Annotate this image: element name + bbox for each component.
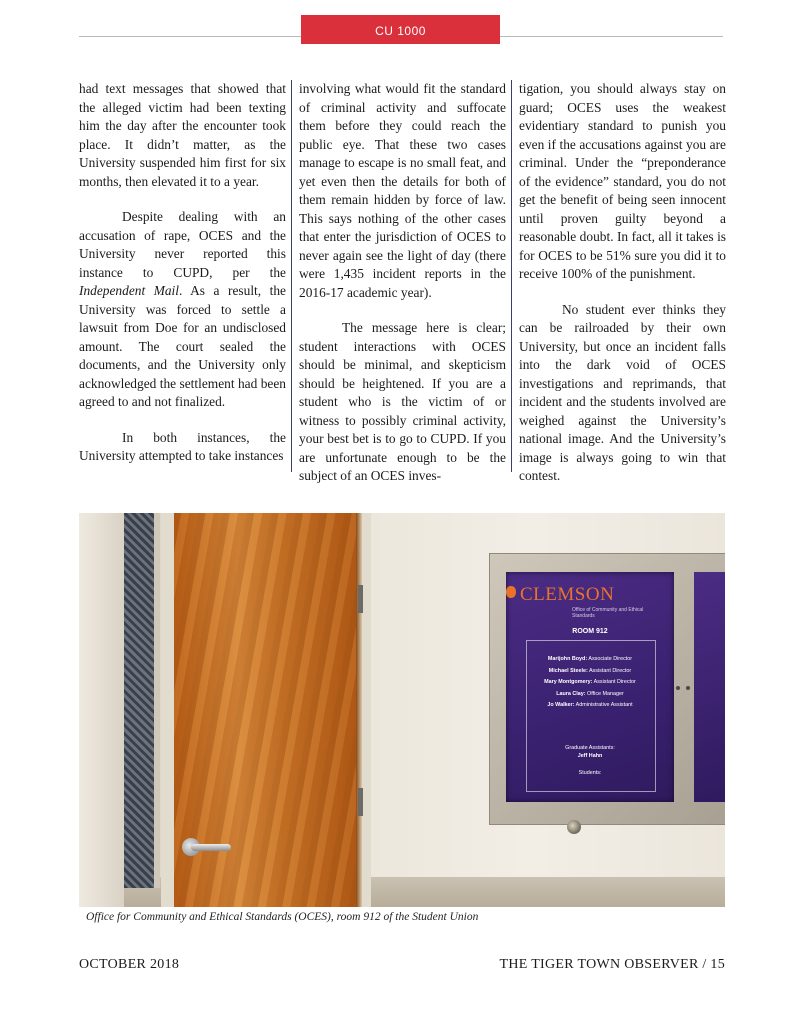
board-subtitle: Office of Community and Ethical Standards xyxy=(572,607,644,619)
header-rule-left xyxy=(79,36,301,37)
column-divider xyxy=(291,80,292,472)
tiger-paw-icon xyxy=(506,586,516,598)
ga-label: Graduate Assistants: xyxy=(565,745,615,751)
article-column-2 xyxy=(299,80,506,503)
article-column-3 xyxy=(519,80,726,503)
staff-entry: Laura Clay: Office Manager xyxy=(556,690,624,697)
footer-date: OCTOBER 2018 xyxy=(79,957,180,972)
staff-entry: Mary Montgomery: Assistant Director xyxy=(544,679,636,685)
board-graduate-assistants xyxy=(506,744,674,760)
paragraph: The message here is clear; student interactions with OCES should be minimal, and skepticism should be heightened. If you are a student who is the victim of or witness to possibly criminal activity, your best bet is to go to CUPD. If you are unfortunate enough to be the subject of an OCES inves- xyxy=(299,320,506,483)
board-students: Students: xyxy=(578,770,602,776)
header-rule-right xyxy=(500,36,723,37)
photo-left-jamb xyxy=(79,513,124,907)
case-knob-icon xyxy=(686,686,690,690)
photo-window xyxy=(124,513,160,888)
photo-door-edge xyxy=(356,513,362,907)
board-staff-list xyxy=(506,654,674,712)
hinge-icon xyxy=(358,788,363,816)
section-tab: CU 1000 xyxy=(301,15,500,44)
column-divider xyxy=(511,80,512,472)
staff-entry: Marijohn Boyd: Associate Director xyxy=(547,656,633,662)
photo-second-board xyxy=(694,572,725,802)
hinge-icon xyxy=(358,585,363,613)
case-knob-icon xyxy=(676,686,680,690)
article-photo xyxy=(79,513,725,907)
paragraph: In both instances, the University attempted to take instances xyxy=(79,429,286,463)
paragraph: tigation, you should always stay on guard; OCES uses the weakest evidentiary standard to punish you even if the accusations against you are criminal. Under the “preponderance of the evidence” standard, you do not get the benefit of being seen innocent until proven guilty beyond a reasonable doubt. In fact, all it takes is for OCES to be 51% sure you did it to receive 100% of the punishment. xyxy=(519,81,726,281)
ga-name: Jeff Hahn xyxy=(577,753,603,759)
staff-entry: Jo Walker: Administrative Assistant xyxy=(547,702,633,708)
case-lock-icon xyxy=(567,820,581,834)
photo-caption: Office for Community and Ethical Standards (OCES), room 912 of the Student Union xyxy=(86,911,479,923)
paragraph: No student ever thinks they can be railroaded by their own University, but once an incident falls into the dark void of OCES investigations and reprimands, that incident and the students involved are weighed against the University’s national image. And the University’s image is always going to win that contest. xyxy=(519,301,726,483)
paragraph: involving what would fit the standard of criminal activity and suffocate them before they could reach the public eye. That these two cases manage to escape is no small feat, and yet even then the details for both of them remain hidden by force of law. This says nothing of the other cases that enter the jurisdiction of OCES to never again see the light of day (there were 1,435 incident reports in the 2016-17 academic year). xyxy=(299,81,506,300)
article-column-1 xyxy=(79,80,286,483)
staff-entry: Michael Steele: Assistant Director xyxy=(548,667,632,674)
board-room: ROOM 912 xyxy=(572,628,608,635)
board-logo: CLEMSON xyxy=(520,584,615,605)
footer-publication: THE TIGER TOWN OBSERVER / 15 xyxy=(499,957,725,972)
italic-text: Independent Mail xyxy=(79,283,179,298)
photo-office-board xyxy=(506,572,674,802)
door-lever-icon xyxy=(191,844,231,851)
paragraph: Despite dealing with an accusation of rape, OCES and the University never reported this instance to CUPD, per the Independent Mail. As a result, the University was forced to settle a lawsuit from Doe for an undisclosed amount. The court sealed the documents, and the University only acknowledged the settlement had been agreed to and not finalized. xyxy=(79,209,286,409)
paragraph: had text messages that showed that the alleged victim had been texting him the day after the encounter took place. It didn’t matter, as the University suspended him first for six months, then elevated it to a year. xyxy=(79,81,286,189)
photo-display-case xyxy=(489,553,725,825)
